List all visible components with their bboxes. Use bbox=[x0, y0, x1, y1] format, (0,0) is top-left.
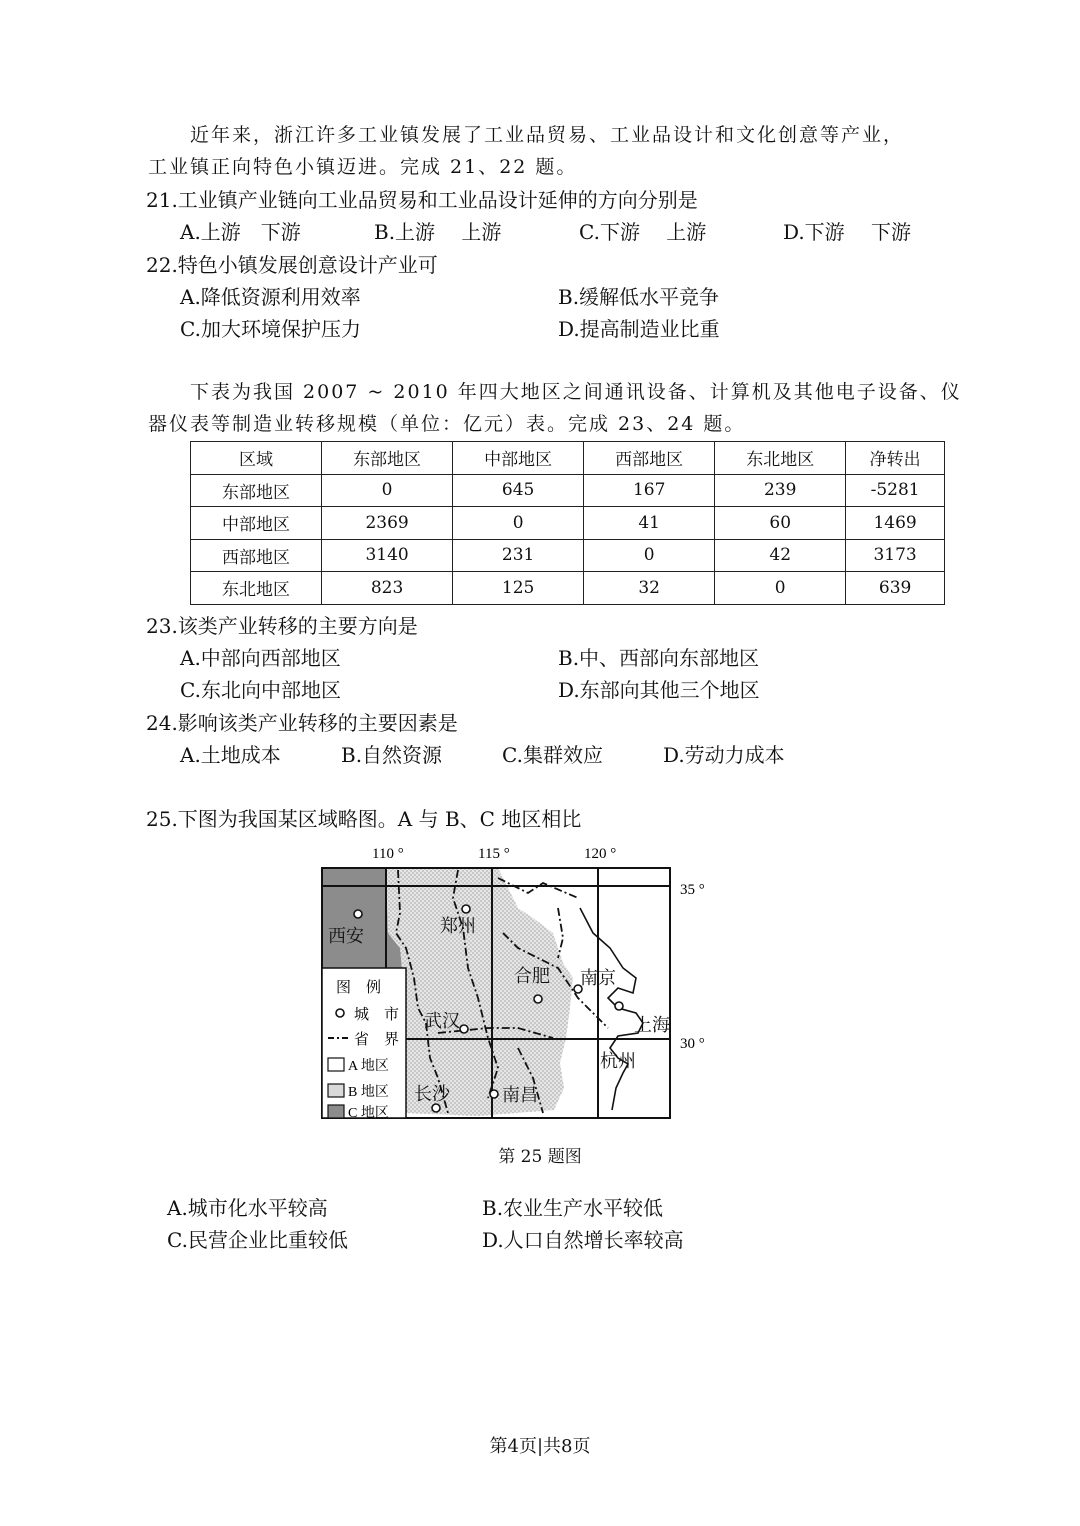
table-cell: 167 bbox=[584, 474, 715, 507]
table-cell: 645 bbox=[453, 474, 584, 507]
city-label-zhengzhou: 郑州 bbox=[440, 916, 476, 937]
table-header-cell: 区域 bbox=[191, 442, 322, 475]
legend-a-label: A 地区 bbox=[348, 1059, 389, 1074]
city-label-hefei: 合肥 bbox=[514, 966, 550, 987]
table-cell: 823 bbox=[322, 572, 453, 605]
lat-label-30: 30 ° bbox=[680, 1036, 705, 1052]
table-cell: 0 bbox=[584, 539, 715, 572]
q21-option-c: C.下游 上游 bbox=[579, 220, 707, 244]
q24-option-d: D.劳动力成本 bbox=[663, 743, 785, 767]
passage-1-line-2: 工业镇正向特色小镇迈进。完成 21、22 题。 bbox=[148, 156, 578, 178]
table-cell: 2369 bbox=[322, 507, 453, 540]
table-cell: 3140 bbox=[322, 539, 453, 572]
legend-title: 图 例 bbox=[336, 980, 382, 996]
transfer-table bbox=[190, 441, 945, 605]
table-header-cell: 东部地区 bbox=[322, 442, 453, 475]
lat-label-35: 35 ° bbox=[680, 882, 705, 898]
legend-b-label: B 地区 bbox=[348, 1085, 389, 1100]
q22-option-c: C.加大环境保护压力 bbox=[180, 317, 361, 341]
q21-option-d: D.下游 下游 bbox=[783, 220, 912, 244]
city-marker bbox=[354, 910, 362, 918]
table-header-cell: 净转出 bbox=[846, 442, 945, 475]
q21-option-b: B.上游 上游 bbox=[374, 220, 502, 244]
q23-option-a: A.中部向西部地区 bbox=[180, 646, 341, 670]
table-header-cell: 西部地区 bbox=[584, 442, 715, 475]
table-cell: 0 bbox=[715, 572, 846, 605]
q23-option-d: D.东部向其他三个地区 bbox=[558, 678, 760, 702]
q25-option-b: B.农业生产水平较低 bbox=[482, 1196, 664, 1220]
table-cell: 东北地区 bbox=[191, 572, 322, 605]
city-label-hangzhou: 杭州 bbox=[600, 1051, 636, 1072]
table-cell: 41 bbox=[584, 507, 715, 540]
page-footer: 第4页|共8页 bbox=[489, 1436, 591, 1457]
table-cell: 60 bbox=[715, 507, 846, 540]
table-cell: 231 bbox=[453, 539, 584, 572]
table-cell: 西部地区 bbox=[191, 539, 322, 572]
legend-city-label: 城 市 bbox=[354, 1007, 400, 1023]
table-header-cell: 中部地区 bbox=[453, 442, 584, 475]
city-label-shanghai: 上海 bbox=[634, 1015, 670, 1036]
legend-b-symbol bbox=[328, 1084, 344, 1097]
table-cell: 0 bbox=[453, 507, 584, 540]
question-23-stem: 23.该类产业转移的主要方向是 bbox=[146, 614, 418, 638]
table-cell: 中部地区 bbox=[191, 507, 322, 540]
q24-option-a: A.土地成本 bbox=[180, 743, 281, 767]
q24-option-c: C.集群效应 bbox=[502, 743, 603, 767]
table-row bbox=[191, 507, 945, 540]
city-label-nanchang: 南昌 bbox=[502, 1085, 538, 1106]
question-25-stem: 25.下图为我国某区域略图。A 与 B、C 地区相比 bbox=[146, 807, 582, 831]
q25-option-a: A.城市化水平较高 bbox=[167, 1196, 328, 1220]
table-cell: 125 bbox=[453, 572, 584, 605]
city-label-xian: 西安 bbox=[328, 926, 364, 947]
table-cell: 3173 bbox=[846, 539, 945, 572]
city-label-changsha: 长沙 bbox=[414, 1084, 450, 1105]
legend-c-symbol bbox=[328, 1105, 344, 1118]
question-22-stem: 22.特色小镇发展创意设计产业可 bbox=[146, 253, 438, 277]
city-marker bbox=[490, 1090, 498, 1098]
q23-option-b: B.中、西部向东部地区 bbox=[558, 646, 760, 670]
table-cell: 东部地区 bbox=[191, 474, 322, 507]
q25-option-d: D.人口自然增长率较高 bbox=[482, 1228, 684, 1252]
map-svg bbox=[318, 838, 738, 1128]
q25-option-c: C.民营企业比重较低 bbox=[167, 1228, 348, 1252]
legend-city-symbol bbox=[336, 1009, 344, 1017]
city-marker bbox=[432, 1104, 440, 1112]
city-marker bbox=[615, 1002, 623, 1010]
passage-2-line-1: 下表为我国 2007 ~ 2010 年四大地区之间通讯设备、计算机及其他电子设备、仪 bbox=[190, 381, 962, 403]
table-cell: 639 bbox=[846, 572, 945, 605]
table-cell: 0 bbox=[322, 474, 453, 507]
q23-option-c: C.东北向中部地区 bbox=[180, 678, 341, 702]
legend-c-label: C 地区 bbox=[348, 1106, 389, 1121]
question-21-stem: 21.工业镇产业链向工业品贸易和工业品设计延伸的方向分别是 bbox=[146, 188, 698, 212]
table-cell: -5281 bbox=[846, 474, 945, 507]
q22-option-d: D.提高制造业比重 bbox=[558, 317, 720, 341]
table-cell: 239 bbox=[715, 474, 846, 507]
legend-border-label: 省 界 bbox=[354, 1032, 400, 1048]
b-region-area bbox=[386, 868, 573, 1116]
city-marker bbox=[460, 1025, 468, 1033]
passage-1-line-1: 近年来，浙江许多工业镇发展了工业品贸易、工业品设计和文化创意等产业， bbox=[190, 124, 905, 146]
city-label-nanjing: 南京 bbox=[580, 968, 616, 989]
city-label-wuhan: 武汉 bbox=[424, 1011, 460, 1032]
table-header-row bbox=[191, 442, 945, 475]
figure-caption: 第 25 题图 bbox=[498, 1147, 582, 1167]
lon-label-110: 110 ° bbox=[372, 846, 404, 862]
table-header-cell: 东北地区 bbox=[715, 442, 846, 475]
table-row bbox=[191, 572, 945, 605]
city-marker bbox=[534, 995, 542, 1003]
question-24-stem: 24.影响该类产业转移的主要因素是 bbox=[146, 711, 458, 735]
legend-a-symbol bbox=[328, 1058, 344, 1071]
table-row bbox=[191, 539, 945, 572]
q21-option-a: A.上游 下游 bbox=[180, 220, 301, 244]
passage-2-line-2: 器仪表等制造业转移规模（单位：亿元）表。完成 23、24 题。 bbox=[148, 413, 746, 435]
q22-option-a: A.降低资源利用效率 bbox=[180, 285, 361, 309]
q22-option-b: B.缓解低水平竞争 bbox=[558, 285, 720, 309]
q24-option-b: B.自然资源 bbox=[341, 743, 443, 767]
lon-label-120: 120 ° bbox=[584, 846, 617, 862]
table-cell: 1469 bbox=[846, 507, 945, 540]
regional-map bbox=[318, 838, 738, 1128]
table-cell: 32 bbox=[584, 572, 715, 605]
table-row bbox=[191, 474, 945, 507]
table-cell: 42 bbox=[715, 539, 846, 572]
city-marker bbox=[462, 905, 470, 913]
lon-label-115: 115 ° bbox=[478, 846, 510, 862]
